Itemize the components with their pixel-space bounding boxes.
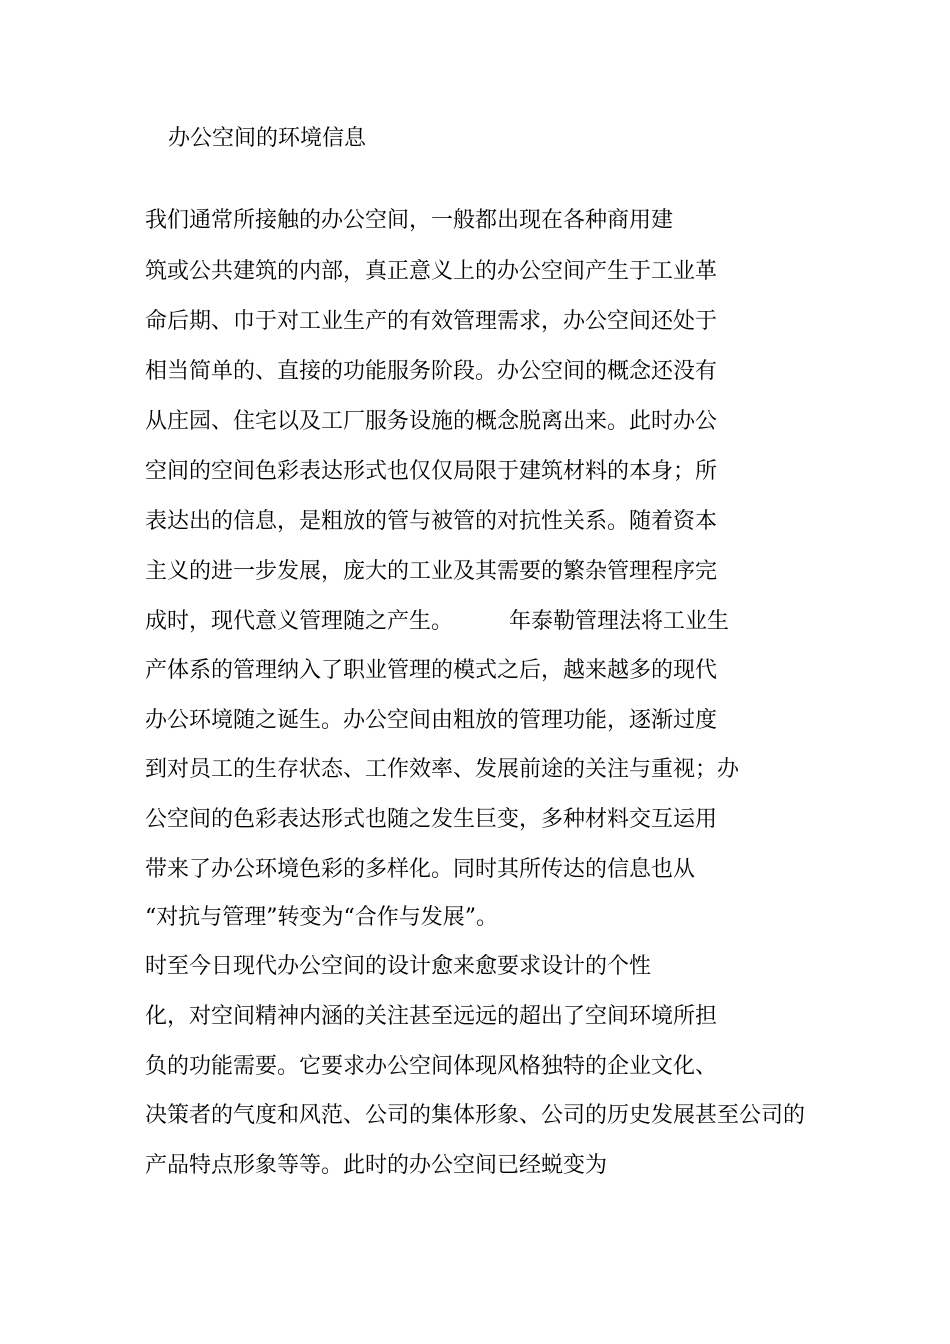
paragraph-line: 相当简单的、直接的功能服务阶段。办公空间的概念还没有 (145, 359, 718, 384)
paragraph-line: 筑或公共建筑的内部，真正意义上的办公空间产生于工业革 (145, 259, 718, 284)
paragraph-line: 产体系的管理纳入了职业管理的模式之后，越来越多的现代 (145, 658, 718, 683)
paragraph-line: 带来了办公环境色彩的多样化。同时其所传达的信息也从 (145, 857, 696, 882)
paragraph-line: 从庄园、住宅以及工厂服务设施的概念脱离出来。此时办公 (145, 409, 718, 434)
paragraph-line (145, 607, 729, 637)
paragraph-line: “对抗与管理”转变为“合作与发展”。 (145, 905, 498, 930)
paragraph-line: 办公环境随之诞生。办公空间由粗放的管理功能，逐渐过度 (145, 708, 718, 733)
paragraph-line: 到对员工的生存状态、工作效率、发展前途的关注与重视；办 (145, 757, 740, 782)
document-title: 办公空间的环境信息 (168, 126, 367, 151)
paragraph-line: 我们通常所接触的办公空间，一般都出现在各种商用建 (145, 208, 674, 233)
paragraph-line: 空间的空间色彩表达形式也仅仅局限于建筑材料的本身；所 (145, 459, 718, 484)
paragraph-line: 决策者的气度和风范、公司的集体形象、公司的历史发展甚至公司的 (145, 1103, 806, 1128)
paragraph-line: 时至今日现代办公空间的设计愈来愈要求设计的个性 (145, 954, 652, 979)
paragraph-line: 产品特点形象等等。此时的办公空间已经蜕变为 (145, 1153, 608, 1178)
paragraph-line: 表达出的信息，是粗放的管与被管的对抗性关系。随着资本 (145, 509, 718, 534)
paragraph-line: 主义的进一步发展，庞大的工业及其需要的繁杂管理程序完 (145, 559, 718, 584)
paragraph-segment: 年泰勒管理法将工业生 (509, 609, 730, 634)
paragraph-line: 化，对空间精神内涵的关注甚至远远的超出了空间环境所担 (145, 1004, 718, 1029)
paragraph-line: 负的功能需要。它要求办公空间体现风格独特的企业文化、 (145, 1054, 718, 1079)
paragraph-segment: 成时，现代意义管理随之产生。 (145, 609, 454, 634)
paragraph-line: 命后期、巾于对工业生产的有效管理需求，办公空间还处于 (145, 309, 718, 334)
paragraph-line: 公空间的色彩表达形式也随之发生巨变，多种材料交互运用 (145, 807, 718, 832)
